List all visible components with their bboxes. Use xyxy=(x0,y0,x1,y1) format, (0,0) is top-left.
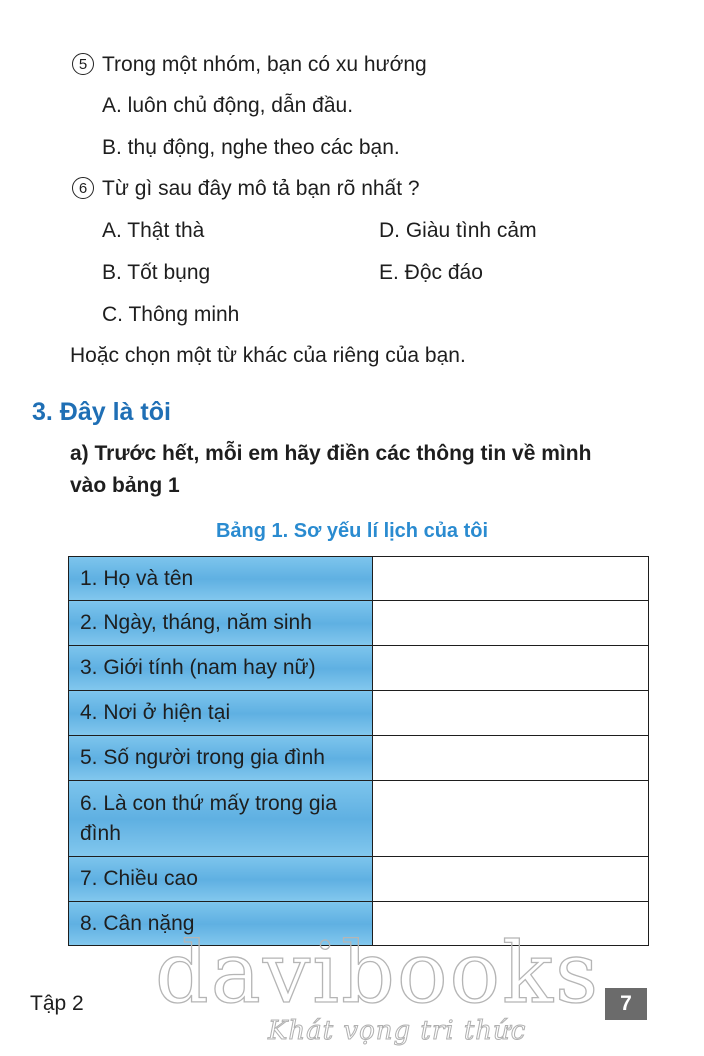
question-6-option-e: E. Độc đáo xyxy=(379,261,483,284)
question-6-option-b: B. Tốt bụng xyxy=(102,261,211,284)
table-row xyxy=(69,601,649,646)
volume-label: Tập 2 xyxy=(30,992,84,1015)
watermark-tagline: Khát vọng tri thức xyxy=(268,1016,527,1046)
table-row xyxy=(69,646,649,691)
row-label: 6. Là con thứ mấy trong gia đình xyxy=(69,781,373,857)
row-input-cell[interactable] xyxy=(373,601,649,646)
row-input-cell[interactable] xyxy=(373,557,649,601)
question-5 xyxy=(72,52,427,78)
profile-table xyxy=(68,556,649,946)
row-input-cell[interactable] xyxy=(373,736,649,781)
table-row xyxy=(69,557,649,601)
row-input-cell[interactable] xyxy=(373,691,649,736)
question-5-number: 5 xyxy=(72,53,94,75)
watermark-logo: davibooks xyxy=(155,924,601,1022)
row-input-cell[interactable] xyxy=(373,857,649,902)
table-row xyxy=(69,736,649,781)
row-input-cell[interactable] xyxy=(373,646,649,691)
row-input-cell[interactable] xyxy=(373,781,649,857)
question-6-option-c: C. Thông minh xyxy=(102,303,240,326)
question-5-option-b: B. thụ động, nghe theo các bạn. xyxy=(102,136,400,159)
row-label: 4. Nơi ở hiện tại xyxy=(69,691,373,736)
row-label: 8. Cân nặng xyxy=(69,902,373,946)
question-5-option-a: A. luôn chủ động, dẫn đầu. xyxy=(102,94,354,117)
question-6-number: 6 xyxy=(72,177,94,199)
row-label: 1. Họ và tên xyxy=(69,557,373,601)
question-6-option-d: D. Giàu tình cảm xyxy=(379,219,537,242)
table-caption: Bảng 1. Sơ yếu lí lịch của tôi xyxy=(215,520,489,542)
table-row xyxy=(69,781,649,857)
row-label: 2. Ngày, tháng, năm sinh xyxy=(69,601,373,646)
table-row xyxy=(69,857,649,902)
question-6-option-a: A. Thật thà xyxy=(102,219,205,242)
question-6 xyxy=(72,176,420,202)
instruction-line-1: a) Trước hết, mỗi em hãy điền các thông tin về mình xyxy=(70,442,592,465)
instruction-line-2: vào bảng 1 xyxy=(70,474,180,497)
question-5-text: Trong một nhóm, bạn có xu hướng xyxy=(102,53,427,76)
table-row xyxy=(69,691,649,736)
row-label: 5. Số người trong gia đình xyxy=(69,736,373,781)
other-choice-text: Hoặc chọn một từ khác của riêng của bạn. xyxy=(70,344,466,367)
section-title: 3. Đây là tôi xyxy=(32,398,171,426)
row-label: 7. Chiều cao xyxy=(69,857,373,902)
row-label: 3. Giới tính (nam hay nữ) xyxy=(69,646,373,691)
question-6-text: Từ gì sau đây mô tả bạn rõ nhất ? xyxy=(102,177,420,200)
page-number-badge: 7 xyxy=(605,988,647,1020)
